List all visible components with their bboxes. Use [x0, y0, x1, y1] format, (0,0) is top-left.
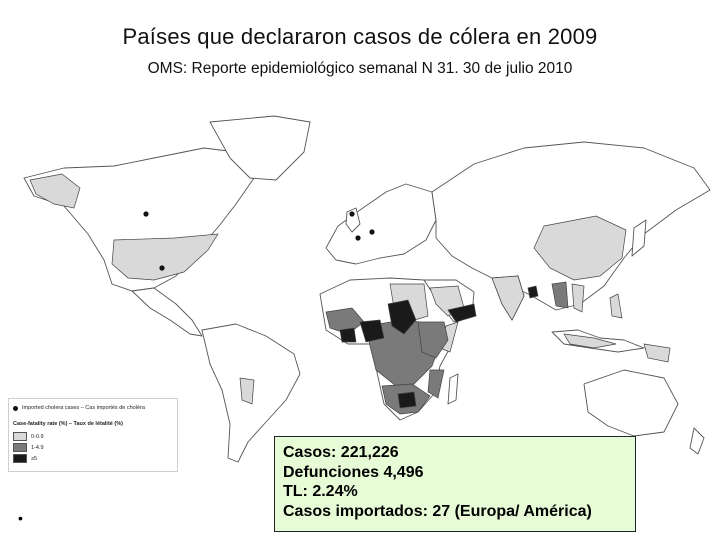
legend-item-label: ≥5 [31, 455, 38, 462]
country-south-america-small [240, 378, 254, 404]
legend-title: Case-fatality rate (%) – Taux de létalité (%) [13, 421, 123, 427]
imported-case-marker-uk [349, 211, 354, 216]
imported-case-dot-icon [13, 406, 18, 411]
page-title: Países que declararon casos de cólera en 2009 [122, 24, 598, 49]
legend-imported-label: Imported cholera cases – Cas importés de choléra [22, 405, 145, 411]
page-subtitle: OMS: Reporte epidemiológico semanal N 31. 30 de julio 2010 [147, 60, 573, 77]
legend-swatch-high [13, 454, 27, 463]
stats-imported: Casos importados: 27 (Europa/ América) [283, 502, 592, 520]
stats-cases: Casos: 221,226 [283, 444, 399, 461]
imported-case-marker-canada [143, 211, 148, 216]
legend-item-low [13, 432, 44, 441]
stats-box [274, 436, 636, 532]
legend-item-label: 1-4.9 [31, 444, 44, 451]
country-ghana-area [340, 328, 356, 342]
country-vietnam [572, 284, 584, 312]
imported-case-marker-europe [355, 235, 360, 240]
map-legend [8, 398, 178, 472]
stats-cfr: TL: 2.24% [283, 483, 358, 500]
country-bangladesh [528, 286, 538, 298]
bullet-mark: • [18, 510, 23, 526]
legend-item-label: 0-0.9 [31, 433, 44, 440]
imported-case-marker-usa [159, 265, 164, 270]
legend-swatch-mid [13, 443, 27, 452]
legend-item-mid [13, 443, 44, 452]
legend-swatch-low [13, 432, 27, 441]
stats-deaths: Defunciones 4,496 [283, 463, 424, 481]
legend-imported-row [13, 405, 145, 411]
country-zimbabwe [398, 392, 416, 408]
legend-item-high [13, 454, 37, 463]
imported-case-marker-germany [369, 229, 374, 234]
